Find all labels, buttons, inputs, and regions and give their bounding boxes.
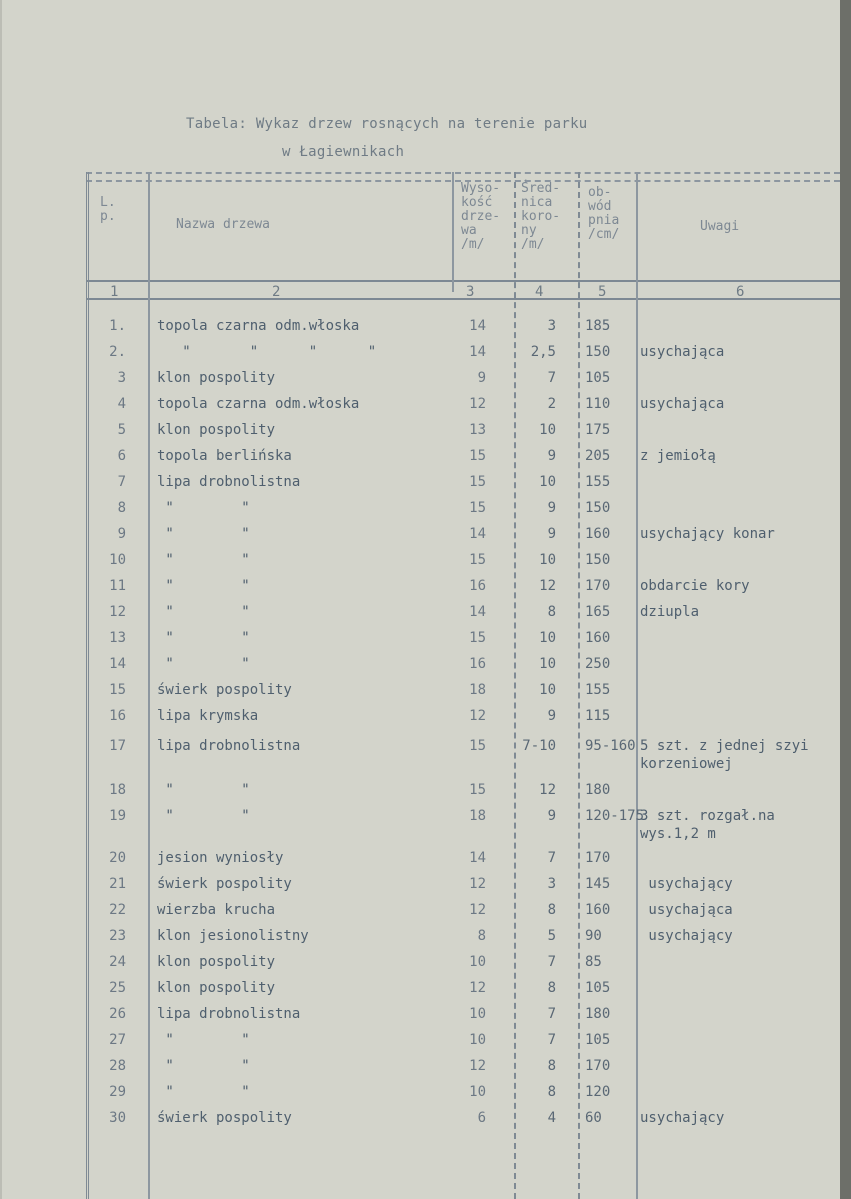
row-crown-diameter: 10 — [539, 422, 556, 438]
row-trunk-circumference: 95-160 — [585, 738, 636, 754]
column-number-6: 6 — [736, 284, 745, 300]
rule-lp-name — [148, 172, 150, 1199]
row-tree-name: " " — [157, 578, 250, 594]
row-tree-name: " " — [157, 630, 250, 646]
row-notes: usychający — [640, 928, 733, 944]
row-tree-name: klon pospolity — [157, 370, 276, 386]
row-trunk-circumference: 110 — [585, 396, 611, 412]
page-edge-right — [840, 0, 851, 1199]
row-crown-diameter: 8 — [547, 604, 556, 620]
table-title: Tabela: Wykaz drzew rosnących na terenie parku — [186, 116, 588, 132]
row-trunk-circumference: 205 — [585, 448, 611, 464]
row-crown-diameter: 5 — [547, 928, 556, 944]
column-number-rule — [86, 298, 840, 300]
row-notes: z jemiołą — [640, 448, 716, 464]
row-crown-diameter: 7 — [547, 1006, 556, 1022]
row-crown-diameter: 8 — [547, 1084, 556, 1100]
row-tree-name: " " — [157, 656, 250, 672]
row-trunk-circumference: 150 — [585, 552, 611, 568]
row-height: 13 — [469, 422, 486, 438]
row-height: 10 — [469, 1006, 486, 1022]
row-lp: 11 — [109, 578, 126, 594]
row-trunk-circumference: 105 — [585, 980, 611, 996]
row-crown-diameter: 10 — [539, 474, 556, 490]
row-tree-name: świerk pospolity — [157, 1110, 292, 1126]
row-height: 14 — [469, 526, 486, 542]
row-tree-name: lipa krymska — [157, 708, 259, 724]
rule-name-height-top — [452, 172, 454, 292]
row-lp: 21 — [109, 876, 126, 892]
column-number-4: 4 — [535, 284, 544, 300]
row-crown-diameter: 2 — [547, 396, 556, 412]
row-height: 14 — [469, 344, 486, 360]
row-trunk-circumference: 170 — [585, 578, 611, 594]
row-trunk-circumference: 180 — [585, 782, 611, 798]
row-crown-diameter: 10 — [539, 682, 556, 698]
row-trunk-circumference: 160 — [585, 526, 611, 542]
row-height: 14 — [469, 318, 486, 334]
row-crown-diameter: 10 — [539, 630, 556, 646]
row-trunk-circumference: 185 — [585, 318, 611, 334]
row-notes: usychająca — [640, 344, 725, 360]
row-crown-diameter: 10 — [539, 656, 556, 672]
row-trunk-circumference: 160 — [585, 630, 611, 646]
row-tree-name: topola berlińska — [157, 448, 292, 464]
row-crown-diameter: 12 — [539, 578, 556, 594]
row-crown-diameter: 4 — [547, 1110, 556, 1126]
row-lp: 10 — [109, 552, 126, 568]
row-crown-diameter: 9 — [547, 500, 556, 516]
row-lp: 13 — [109, 630, 126, 646]
row-lp: 12 — [109, 604, 126, 620]
row-height: 15 — [469, 782, 486, 798]
row-notes: 3 szt. rozgał.na wys.1,2 m — [640, 808, 775, 842]
row-trunk-circumference: 105 — [585, 370, 611, 386]
row-height: 18 — [469, 682, 486, 698]
row-tree-name: lipa drobnolistna — [157, 474, 301, 490]
row-tree-name: klon pospolity — [157, 422, 276, 438]
table-top-rule — [86, 172, 840, 174]
row-crown-diameter: 8 — [547, 980, 556, 996]
row-crown-diameter: 7 — [547, 1032, 556, 1048]
row-height: 12 — [469, 876, 486, 892]
row-height: 15 — [469, 474, 486, 490]
row-lp: 17 — [109, 738, 126, 754]
row-crown-diameter: 3 — [547, 318, 556, 334]
row-lp: 6 — [117, 448, 126, 464]
column-number-1: 1 — [110, 284, 119, 300]
row-trunk-circumference: 115 — [585, 708, 611, 724]
row-height: 15 — [469, 500, 486, 516]
row-tree-name: jesion wyniosły — [157, 850, 284, 866]
row-crown-diameter: 9 — [547, 808, 556, 824]
row-tree-name: topola czarna odm.włoska — [157, 396, 360, 412]
row-height: 12 — [469, 902, 486, 918]
page-edge-left — [0, 0, 2, 1199]
row-trunk-circumference: 60 — [585, 1110, 602, 1126]
row-lp: 4 — [117, 396, 126, 412]
row-tree-name: " " — [157, 604, 250, 620]
row-tree-name: " " — [157, 1032, 250, 1048]
row-tree-name: " " " " — [157, 344, 377, 360]
row-tree-name: klon pospolity — [157, 954, 276, 970]
row-crown-diameter: 12 — [539, 782, 556, 798]
row-crown-diameter: 2,5 — [530, 344, 556, 360]
row-crown-diameter: 3 — [547, 876, 556, 892]
row-lp: 30 — [109, 1110, 126, 1126]
row-height: 18 — [469, 808, 486, 824]
row-height: 16 — [469, 578, 486, 594]
row-lp: 16 — [109, 708, 126, 724]
row-trunk-circumference: 170 — [585, 850, 611, 866]
header-height: Wyso- kość drze- wa /m/ — [461, 181, 501, 252]
row-lp: 9 — [117, 526, 126, 542]
row-lp: 24 — [109, 954, 126, 970]
row-tree-name: " " — [157, 552, 250, 568]
row-trunk-circumference: 250 — [585, 656, 611, 672]
row-trunk-circumference: 155 — [585, 682, 611, 698]
row-lp: 29 — [109, 1084, 126, 1100]
row-height: 15 — [469, 552, 486, 568]
header-bottom-rule — [86, 280, 840, 282]
row-crown-diameter: 9 — [547, 526, 556, 542]
row-trunk-circumference: 160 — [585, 902, 611, 918]
row-height: 10 — [469, 1032, 486, 1048]
row-trunk-circumference: 105 — [585, 1032, 611, 1048]
row-lp: 14 — [109, 656, 126, 672]
row-lp: 20 — [109, 850, 126, 866]
row-notes: 5 szt. z jednej szyi korzeniowej — [640, 738, 809, 772]
row-height: 14 — [469, 850, 486, 866]
row-crown-diameter: 9 — [547, 708, 556, 724]
row-trunk-circumference: 180 — [585, 1006, 611, 1022]
header-notes: Uwagi — [700, 219, 740, 234]
row-trunk-circumference: 85 — [585, 954, 602, 970]
row-lp: 26 — [109, 1006, 126, 1022]
row-tree-name: świerk pospolity — [157, 682, 292, 698]
rule-trunk-notes — [636, 172, 638, 1199]
header-lp: L. p. — [100, 195, 116, 224]
row-tree-name: wierzba krucha — [157, 902, 276, 918]
row-lp: 7 — [117, 474, 126, 490]
row-height: 15 — [469, 448, 486, 464]
row-lp: 25 — [109, 980, 126, 996]
table-left-rule — [86, 172, 89, 1199]
row-height: 15 — [469, 738, 486, 754]
row-crown-diameter: 9 — [547, 448, 556, 464]
row-trunk-circumference: 145 — [585, 876, 611, 892]
row-height: 16 — [469, 656, 486, 672]
row-tree-name: " " — [157, 526, 250, 542]
row-tree-name: lipa drobnolistna — [157, 1006, 301, 1022]
row-trunk-circumference: 120 — [585, 1084, 611, 1100]
row-tree-name: lipa drobnolistna — [157, 738, 301, 754]
row-crown-diameter: 7 — [547, 850, 556, 866]
row-trunk-circumference: 175 — [585, 422, 611, 438]
row-lp: 5 — [117, 422, 126, 438]
column-number-5: 5 — [598, 284, 607, 300]
row-lp: 2. — [109, 344, 126, 360]
row-height: 10 — [469, 954, 486, 970]
row-height: 14 — [469, 604, 486, 620]
row-height: 9 — [477, 370, 486, 386]
row-height: 12 — [469, 396, 486, 412]
column-number-3: 3 — [466, 284, 475, 300]
row-tree-name: topola czarna odm.włoska — [157, 318, 360, 334]
header-trunk: ob- wód pnia /cm/ — [588, 185, 620, 242]
row-trunk-circumference: 170 — [585, 1058, 611, 1074]
row-lp: 27 — [109, 1032, 126, 1048]
row-notes: usychający konar — [640, 526, 775, 542]
row-notes: usychający — [640, 1110, 725, 1126]
row-tree-name: klon jesionolistny — [157, 928, 309, 944]
row-lp: 22 — [109, 902, 126, 918]
header-crown: Śred- nica koro- ny /m/ — [521, 181, 561, 252]
row-lp: 23 — [109, 928, 126, 944]
row-height: 8 — [477, 928, 486, 944]
row-lp: 19 — [109, 808, 126, 824]
row-tree-name: " " — [157, 500, 250, 516]
row-crown-diameter: 8 — [547, 1058, 556, 1074]
row-crown-diameter: 10 — [539, 552, 556, 568]
row-notes: usychający — [640, 876, 733, 892]
row-height: 6 — [477, 1110, 486, 1126]
row-tree-name: " " — [157, 782, 250, 798]
row-height: 12 — [469, 980, 486, 996]
row-crown-diameter: 7 — [547, 370, 556, 386]
row-crown-diameter: 8 — [547, 902, 556, 918]
row-height: 12 — [469, 1058, 486, 1074]
row-crown-diameter: 7 — [547, 954, 556, 970]
row-lp: 3 — [117, 370, 126, 386]
row-height: 15 — [469, 630, 486, 646]
row-trunk-circumference: 150 — [585, 500, 611, 516]
row-lp: 1. — [109, 318, 126, 334]
row-notes: obdarcie kory — [640, 578, 750, 594]
row-crown-diameter: 7-10 — [522, 738, 556, 754]
row-tree-name: " " — [157, 808, 250, 824]
table-title-location: w Łagiewnikach — [282, 144, 405, 160]
row-trunk-circumference: 90 — [585, 928, 602, 944]
row-trunk-circumference: 165 — [585, 604, 611, 620]
row-lp: 15 — [109, 682, 126, 698]
row-trunk-circumference: 120-175 — [585, 808, 645, 824]
row-height: 12 — [469, 708, 486, 724]
column-number-2: 2 — [272, 284, 281, 300]
row-tree-name: " " — [157, 1058, 250, 1074]
row-notes: dziupla — [640, 604, 700, 620]
row-lp: 28 — [109, 1058, 126, 1074]
row-trunk-circumference: 150 — [585, 344, 611, 360]
row-lp: 8 — [117, 500, 126, 516]
row-trunk-circumference: 155 — [585, 474, 611, 490]
row-tree-name: " " — [157, 1084, 250, 1100]
row-tree-name: klon pospolity — [157, 980, 276, 996]
row-lp: 18 — [109, 782, 126, 798]
header-name: Nazwa drzewa — [176, 217, 270, 232]
row-height: 10 — [469, 1084, 486, 1100]
row-tree-name: świerk pospolity — [157, 876, 292, 892]
row-notes: usychająca — [640, 396, 725, 412]
row-notes: usychająca — [640, 902, 733, 918]
